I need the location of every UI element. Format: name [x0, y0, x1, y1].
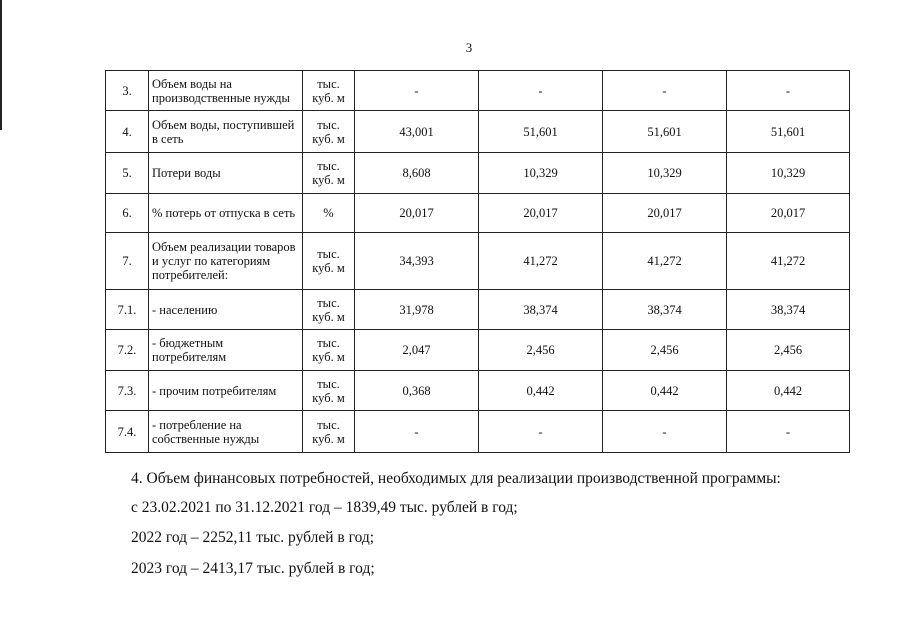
table-row [106, 371, 850, 411]
unit-cell: тыс. куб. м [303, 290, 355, 330]
value-cell: 2,456 [603, 330, 727, 371]
table-row [106, 233, 850, 290]
section-heading: 4. Объем финансовых потребностей, необходимых для реализации производственной программы: [131, 470, 781, 487]
value-cell: - [479, 71, 603, 111]
row-number-cell: 7. [106, 233, 149, 290]
value-cell: 43,001 [355, 111, 479, 153]
table-row [106, 111, 850, 153]
year-2023-line: 2023 год – 2413,17 тыс. рублей в год; [131, 560, 375, 577]
value-cell: - [603, 411, 727, 453]
table-row [106, 290, 850, 330]
unit-cell: тыс. куб. м [303, 71, 355, 111]
row-number-cell: 7.3. [106, 371, 149, 411]
value-cell: 38,374 [727, 290, 850, 330]
period-2021-line: с 23.02.2021 по 31.12.2021 год – 1839,49 тыс. рублей в год; [131, 499, 518, 516]
value-cell: 10,329 [479, 153, 603, 194]
scan-edge-line [0, 0, 2, 130]
row-number-cell: 7.4. [106, 411, 149, 453]
table-row [106, 153, 850, 194]
water-balance-table [105, 70, 850, 453]
row-number-cell: 5. [106, 153, 149, 194]
value-cell: - [603, 71, 727, 111]
year-2022-line: 2022 год – 2252,11 тыс. рублей в год; [131, 529, 375, 546]
indicator-name-cell: - населению [149, 290, 303, 330]
value-cell: 20,017 [355, 194, 479, 233]
row-number-cell: 4. [106, 111, 149, 153]
value-cell: - [355, 71, 479, 111]
page-number: 3 [465, 40, 473, 55]
unit-cell: % [303, 194, 355, 233]
row-number-cell: 7.1. [106, 290, 149, 330]
value-cell: 0,442 [603, 371, 727, 411]
value-cell: 20,017 [479, 194, 603, 233]
indicator-name-cell: % потерь от отпуска в сеть [149, 194, 303, 233]
indicator-name-cell: - потребление на собственные нужды [149, 411, 303, 453]
value-cell: 2,047 [355, 330, 479, 371]
table-row [106, 411, 850, 453]
indicator-name-cell: - прочим потребителям [149, 371, 303, 411]
value-cell: 51,601 [479, 111, 603, 153]
value-cell: 34,393 [355, 233, 479, 290]
unit-cell: тыс. куб. м [303, 330, 355, 371]
table-body [106, 71, 850, 453]
value-cell: 0,442 [727, 371, 850, 411]
value-cell: 38,374 [603, 290, 727, 330]
unit-cell: тыс. куб. м [303, 153, 355, 194]
value-cell: - [479, 411, 603, 453]
row-number-cell: 7.2. [106, 330, 149, 371]
value-cell: - [727, 71, 850, 111]
value-cell: 51,601 [603, 111, 727, 153]
unit-cell: тыс. куб. м [303, 371, 355, 411]
indicator-name-cell: Объем воды, поступившей в сеть [149, 111, 303, 153]
value-cell: 0,368 [355, 371, 479, 411]
unit-cell: тыс. куб. м [303, 111, 355, 153]
row-number-cell: 6. [106, 194, 149, 233]
value-cell: 20,017 [603, 194, 727, 233]
value-cell: 31,978 [355, 290, 479, 330]
value-cell: 2,456 [479, 330, 603, 371]
value-cell: - [355, 411, 479, 453]
unit-cell: тыс. куб. м [303, 411, 355, 453]
value-cell: 0,442 [479, 371, 603, 411]
value-cell: 2,456 [727, 330, 850, 371]
unit-cell: тыс. куб. м [303, 233, 355, 290]
value-cell: 10,329 [603, 153, 727, 194]
value-cell: 51,601 [727, 111, 850, 153]
value-cell: 8,608 [355, 153, 479, 194]
value-cell: 20,017 [727, 194, 850, 233]
value-cell: 38,374 [479, 290, 603, 330]
value-cell: 41,272 [603, 233, 727, 290]
table-row [106, 194, 850, 233]
indicator-name-cell: - бюджетным потребителям [149, 330, 303, 371]
indicator-name-cell: Объем реализации товаров и услуг по категориям потребителей: [149, 233, 303, 290]
indicator-name-cell: Объем воды на производственные нужды [149, 71, 303, 111]
value-cell: 41,272 [479, 233, 603, 290]
value-cell: - [727, 411, 850, 453]
row-number-cell: 3. [106, 71, 149, 111]
table-row [106, 71, 850, 111]
table-row [106, 330, 850, 371]
indicator-name-cell: Потери воды [149, 153, 303, 194]
value-cell: 41,272 [727, 233, 850, 290]
value-cell: 10,329 [727, 153, 850, 194]
